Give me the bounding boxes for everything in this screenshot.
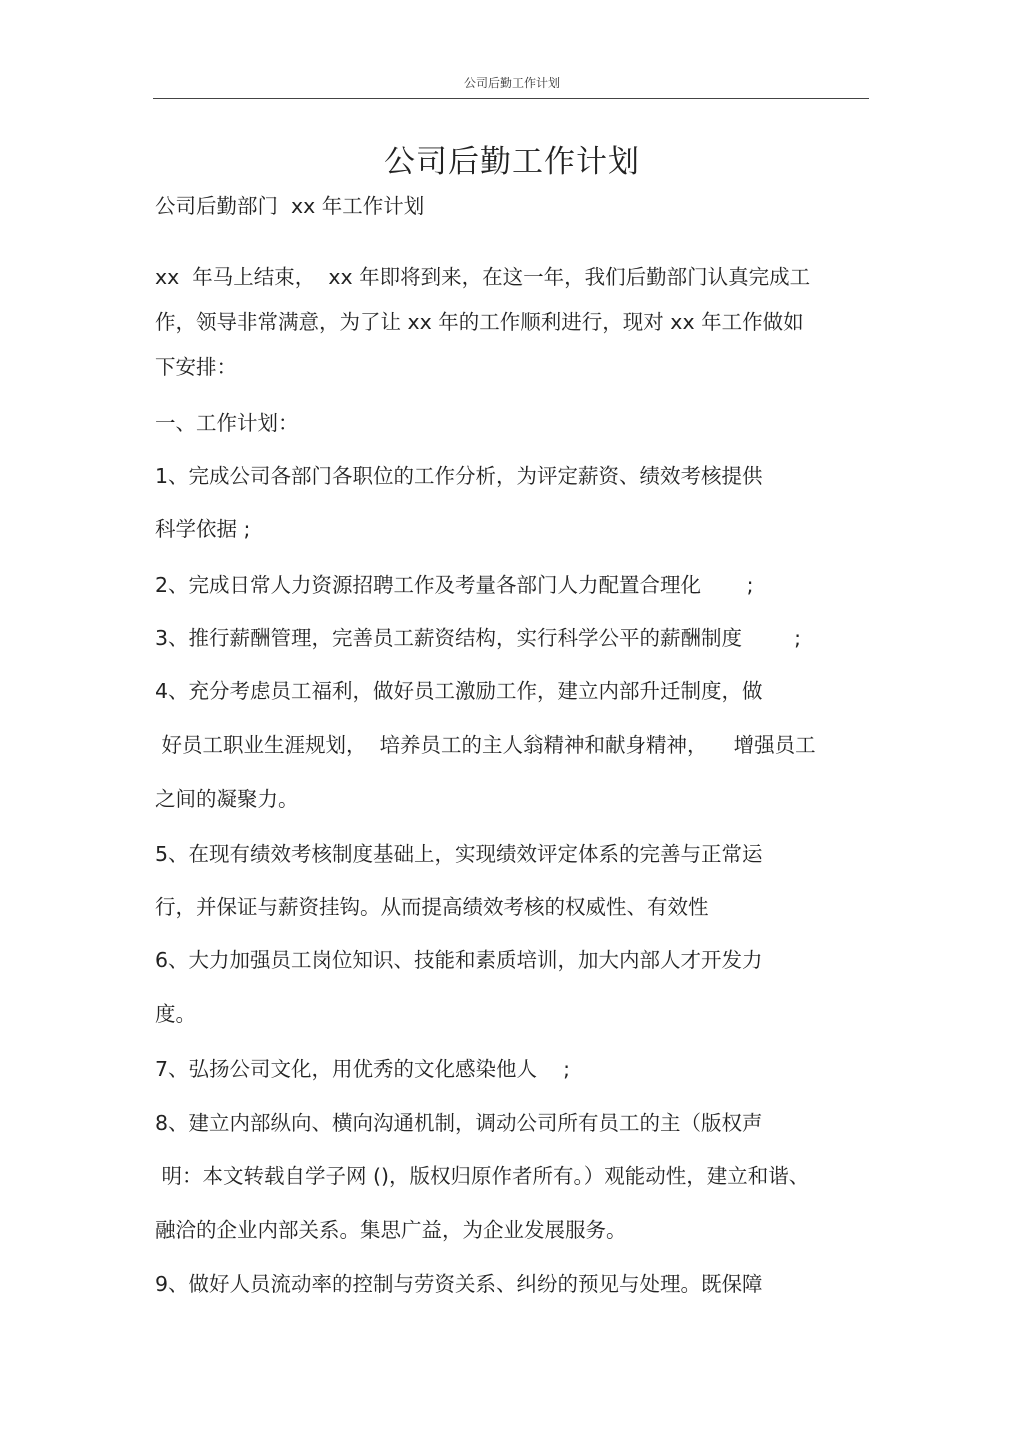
body-line: 明：本文转载自学子网 ()，版权归原作者所有。）观能动性，建立和谐、 (155, 1164, 810, 1188)
document-subtitle: 公司后勤部门 xx 年工作计划 (155, 194, 425, 218)
body-line: 融洽的企业内部关系。集思广益，为企业发展服务。 (155, 1218, 627, 1242)
body-line: 度。 (155, 1002, 196, 1026)
body-line: 1、完成公司各部门各职位的工作分析，为评定薪资、绩效考核提供 (155, 464, 763, 488)
body-line: 好员工职业生涯规划， 培养员工的主人翁精神和献身精神， 增强员工 (155, 733, 816, 757)
body-line: 8、建立内部纵向、横向沟通机制，调动公司所有员工的主（版权声 (155, 1111, 763, 1135)
body-line: 6、大力加强员工岗位知识、技能和素质培训，加大内部人才开发力 (155, 948, 763, 972)
body-line: 作，领导非常满意，为了让 xx 年的工作顺利进行，现对 xx 年工作做如 (155, 310, 804, 334)
body-line: 5、在现有绩效考核制度基础上，实现绩效评定体系的完善与正常运 (155, 842, 763, 866)
body-line: xx 年马上结束， xx 年即将到来，在这一年，我们后勤部门认真完成工 (155, 265, 811, 289)
body-line: 2、完成日常人力资源招聘工作及考量各部门人力配置合理化 ; (155, 573, 754, 597)
body-line: 3、推行薪酬管理，完善员工薪资结构，实行科学公平的薪酬制度 ; (155, 626, 802, 650)
body-line: 7、弘扬公司文化，用优秀的文化感染他人 ; (155, 1057, 571, 1081)
body-line: 下安排： (155, 355, 237, 379)
body-line: 科学依据 ; (155, 517, 251, 541)
header-divider (153, 98, 869, 99)
body-line: 9、做好人员流动率的控制与劳资关系、纠纷的预见与处理。既保障 (155, 1272, 763, 1296)
body-line: 行，并保证与薪资挂钩。从而提高绩效考核的权威性、有效性 (155, 895, 709, 919)
running-header: 公司后勤工作计划 (463, 76, 560, 90)
section-heading: 一、工作计划： (155, 411, 299, 435)
document-title: 公司后勤工作计划 (384, 144, 640, 180)
body-line: 4、充分考虑员工福利，做好员工激励工作，建立内部升迁制度，做 (155, 679, 763, 703)
body-line: 之间的凝聚力。 (155, 787, 299, 811)
